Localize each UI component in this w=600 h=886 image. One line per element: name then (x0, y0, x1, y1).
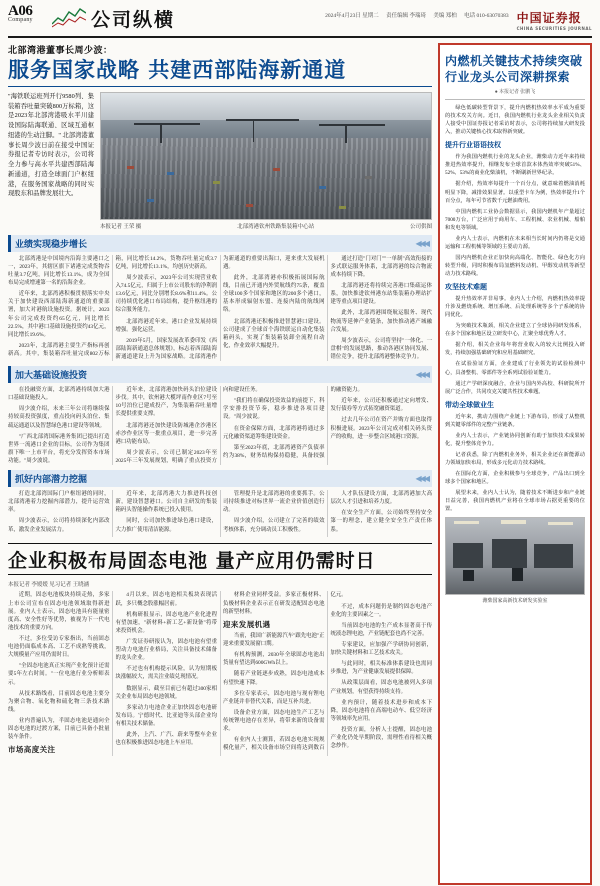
paragraph: 第至2023年底，北部湾港资产负债率约为38%，财务结构保持稳健，具备较强的融资能力。 (223, 387, 363, 459)
folio (8, 4, 52, 24)
paragraph: 有机构预测，2030年全球固态电池出货量有望达到600GWh以上。 (223, 652, 325, 667)
paragraph: 近年来，公司还积极通过定向增发、发行债券等方式拓宽融资渠道。 (330, 398, 432, 413)
factory-photo (445, 517, 585, 595)
paragraph: 周少波表示，公司将坚持"一体化、一盘棋"的发展思路，推动各港区协同发展、错位竞争，提升北部湾港整体竞争力。 (330, 337, 432, 360)
container (127, 166, 134, 169)
paragraph: 中国内燃机工业协会数据显示，我国内燃机年产量超过7000万台，广泛应用于商用车、工程机械、农业机械、船舶和发电等领域。 (445, 208, 585, 231)
lead-photo-block (100, 92, 432, 230)
section-body-infrastructure (8, 386, 432, 465)
worker-silhouette (512, 568, 523, 580)
paragraph: 周少波表示，公司将持续深化内部改革，激发企业发展活力。 (8, 518, 110, 533)
paragraph: 不过，多位受访专家指出，当前固态电池仍面临成本高、工艺不成熟等挑战，大规模量产应用仍需时日。 (8, 635, 110, 659)
paragraph: 在试验验证方面，企业建成了行业领先的试验检测中心，具备整机、零部件等全系列试验验证能力。 (445, 361, 585, 376)
container (319, 186, 326, 189)
photo-credit-left: 本报记者 王荣 摄 (100, 223, 142, 230)
masthead-meta-date: 2024年4月23日 星期二 (325, 13, 379, 19)
headline-rule (8, 86, 432, 87)
paragraph: 业内普遍认为，半固态电池是通向全固态电池的过渡方案，目前已具备小批量装车条件。 (8, 717, 110, 741)
paragraph: 北部湾港还积极推进智慧港口建设。公司建成了全球首个海铁联运自动化集装箱码头，实现了集装箱装卸全流程自动化，作业效率大幅提升。 (223, 318, 325, 349)
lead-kicker: 北部湾港董事长周少波： (8, 46, 113, 56)
paragraph: 与此同时，相关标准体系建设也需同步推进，为产业健康发展提供保障。 (330, 661, 432, 676)
paragraph: 北部湾港还将持续完善港口集疏运体系，加快推进钦州港东站集装箱办理站扩建等重点项目建设。 (330, 283, 432, 306)
paper-name: 中国证券报 (516, 11, 582, 25)
secondary-body (8, 591, 432, 755)
ceiling-light (548, 522, 573, 525)
container (167, 172, 174, 175)
paragraph: 近年来，北部湾港积极贯彻落实中央关于加快建设西部陆海新通道的重要部署，加大对港航设施投资。据统计，2023年公司完成投资约65亿元，同比增长22.5%，其中港口基础设施投资约43亿元，同比增长19.6%。 (8, 291, 110, 338)
paragraph: 人才队伍建设方面，北部湾港加大高层次人才引进和培养力度。 (330, 491, 432, 506)
section-header-label: 抓好内部潜力挖掘 (15, 475, 88, 486)
right-divider (445, 99, 585, 100)
section-arrows-icon: ◀◀◀ (415, 370, 428, 380)
container (339, 206, 346, 209)
paragraph: 2019年5月，国家发展改革委印发《西部陆海新通道总体规划》，标志着西部陆海新通道建设上升为国家战略。北部湾港作为新通道的重要出海口，迎来重大发展机遇。 (115, 255, 325, 360)
container (147, 199, 154, 202)
paragraph: 业内人士表示，产业链协同创新有助于加快技术成果转化，提升整体竞争力。 (445, 432, 585, 447)
masthead-meta-editor: 责任编辑 李瑞琦 (386, 13, 426, 19)
paragraph: 近年来，北部湾港加快码头泊位建设步伐。其中，钦州港大榄坪南作业区7号至10号泊位已建成投产，为集装箱吞吐量增长提供重要支撑。 (115, 387, 217, 418)
paragraph: 据介绍，相关企业每年将营业收入的较大比例投入研发，持续加强基础研究和应用基础研究。 (445, 342, 585, 357)
page-title: 公司纵横 (91, 9, 176, 31)
paragraph: 投资方面，分析人士提醒，固态电池产业化仍处早期阶段，需理性看待相关概念炒作。 (330, 726, 432, 750)
paragraph: 提升热效率并非易事。业内人士介绍，内燃机热效率提升涉及燃烧系统、增压系统、后处理系统等多个子系统的协同优化。 (445, 296, 585, 319)
paragraph: 专家建议，应加强产学研协同创新，加快关键材料和工艺技术攻关。 (330, 641, 432, 657)
paragraph: "广西北部湾国际港务集团已提出打造世界一流港口企业的目标，公司作为集团旗下唯一上市平台，将充分发挥资本市场功能。"周少波说。 (8, 433, 110, 464)
paragraph: 作为我国内燃机行业的龙头企业，潍柴动力近年来持续推进热效率提升，相继发布全球首款本体热效率突破51%、52%、53%的商业化柴油机，不断刷新世界纪录。 (445, 154, 585, 177)
paragraph: 有业内人士测算，若固态电池实现规模化量产，相关设备市场空间将达到数百亿元。 (223, 592, 347, 752)
paragraph: 4月以来，固态电池相关板块表现活跃，多只概念股涨幅居前。 (115, 592, 217, 607)
section-header-internal-potential (8, 470, 432, 487)
paragraph: 业内人士表示，内燃机在未来相当长时间内仍将是交通运输和工程机械等领域的主要动力源。 (445, 235, 585, 250)
lead-article (8, 43, 432, 230)
paragraph: 此外，上汽、广汽、蔚来等整车企业也在积极推进固态电池上车应用。 (115, 732, 217, 747)
page-body (8, 43, 592, 885)
section-header-label: 业绩实现稳步增长 (15, 239, 88, 250)
photo-dock (101, 138, 431, 219)
section-arrows-icon: ◀◀◀ (415, 238, 428, 248)
crane-boom (134, 123, 200, 125)
secondary-headline-rule (8, 574, 432, 575)
paragraph: 近年来，北部湾港大力推进科技创新，建设智慧港口。公司自主研发的集装箱码头智能操作系统已投入使用。 (115, 491, 217, 514)
paragraph: 从技术路线看，目前固态电池主要分为聚合物、氧化物和硫化物三条技术路线。 (8, 690, 110, 713)
crane-boom (319, 124, 385, 126)
port-photo (100, 92, 432, 220)
paragraph: 在安全生产方面，公司始终坚持安全第一的理念，建立健全安全生产责任体系。 (330, 510, 432, 533)
paragraph: 不过，成本问题仍是制约固态电池产业化的主要因素之一。 (330, 603, 432, 618)
paragraph: 周少波介绍，未来三年公司将继续保持较高投资强度，重点投向码头泊位、集疏运通道以及智慧绿色港口建设等领域。 (8, 406, 110, 429)
right-body (445, 104, 585, 513)
paragraph: 打造北部湾国际门户枢纽港的同时，北部湾港着力挖掘内部潜力，提升运营效率。 (8, 491, 110, 514)
masthead-meta (319, 13, 517, 21)
paragraph: 同时，公司加快推进绿色港口建设，大力推广使用清洁能源。 (115, 518, 217, 533)
paragraph: 周少波表示，2023年公司实现营业收入74.5亿元，归属于上市公司股东的净利润13.6亿元，同比分别增长8.6%和11.4%。公司持续优化港口布局结构，提升枢纽港的综合服务能力。 (115, 274, 217, 314)
section-header-infrastructure (8, 366, 432, 383)
paragraph: 此外，北部湾港亦积极拓展国际航线，目前已开通内外贸航线约75条，覆盖全球100多个国家和地区的200多个港口，基本形成辐射东盟、连接内陆的航线网络。 (223, 274, 325, 314)
paragraph: 数据显示，截至目前已有超过300家相关企业布局固态电池领域。 (115, 685, 217, 700)
lead-standfirst: "海铁联运班列开行9580列、集装箱吞吐量突破800万标箱，这是2023年北部湾港吸水平川建设国际陆海联通、区域互通枢纽港的生动注脚。" 北部湾港董事长周少波日前在接受中国证券报记者专访时表示，公司将全力参与高水平共建西部陆海新通道，打造全球面门户枢纽港，在服务国家战略的同时实现股东和品牌发展壮大。 (8, 92, 95, 198)
paragraph: 管理提升是北部湾港的重要抓手。公司持续推进对标世界一流企业价值创造行动。 (223, 491, 325, 514)
machine-unit (534, 544, 573, 568)
paragraph: 展望未来，业内人士认为，随着技术不断进步和产业链日益完善，我国内燃机产业将在全球市场占据更重要的位置。 (445, 490, 585, 513)
paragraph: 北部湾港还加快建设防城港企沙港区赤沙作业区等一批重点项目，进一步完善港口功能布局。 (115, 422, 217, 445)
lead-photo-caption (100, 222, 432, 230)
section-header-label: 加大基础设施投资 (15, 371, 88, 382)
paragraph: 近年来，携动力围绕产业链上下游布局，形成了从整机到关键零部件的完整产业链条。 (445, 413, 585, 428)
secondary-byline (8, 580, 432, 588)
paragraph: 通过产学研深度融合，企业与国内外高校、科研院所开展广泛合作，共同攻克关键共性技术难题。 (445, 380, 585, 395)
photo-caption-center: 北部湾港钦州铁路集装箱中心站 (237, 223, 315, 230)
right-subhead-2: 攻坚技术难题 (445, 283, 487, 292)
crane-mast (253, 119, 255, 142)
paragraph: 周少波表示，公司已制定2023年至2025年三年发展规划，明确了重点投资方向和建设任务。 (115, 387, 261, 464)
paragraph: "全固态电池真正实现产业化预计还需要5年左右时间。"一位电池行业分析师表示。 (8, 663, 110, 686)
paragraph: 此外，北部湾港围绕航运服务、现代物流等延伸产业链条，加快推动港产城融合发展。 (330, 310, 432, 333)
paragraph: 多家动力电池企业正加快固态电池研发布局。宁德时代、比亚迪等头部企业均有相关技术储备。 (115, 704, 217, 727)
chart-squiggle-icon (52, 6, 86, 28)
paragraph: 广发证券研报认为，固态电池有望重塑动力电池行业格局，关注具备技术储备的龙头企业。 (115, 638, 217, 662)
container (213, 181, 220, 184)
paragraph: 当前，我国广新能源汽车"跟先电池"正迎来重要发展窗口期。 (223, 632, 325, 648)
photo-credit-right: 公司供图 (409, 223, 432, 230)
paragraph: 近期，固态电池板块持续走热，多家上市公司宣布在固态电池领域取得新进展。业内人士表示，固态电池具有能量密度高、安全性好等优势，被视为下一代电池技术的重要方向。 (8, 592, 110, 631)
container (246, 204, 253, 207)
crane-mast (160, 123, 162, 143)
paragraph: 周少波介绍，公司建立了完善的绩效考核体系，充分调动员工积极性。 (223, 518, 325, 533)
paragraph: 从政策层面看，固态电池被列入多项产业规划，有望获得持续支持。 (330, 680, 432, 695)
paper-logo (517, 9, 592, 31)
machine-unit (453, 543, 483, 569)
section-arrows-icon: ◀◀◀ (415, 474, 428, 484)
right-subhead-1: 提升行业语语技权 (445, 141, 501, 150)
folio-english: Company (8, 17, 33, 24)
folio-number: A06 (8, 3, 33, 19)
paragraph: 2023年，北部湾港主要生产指标再创新高。其中，集装箱吞吐量完成802万标箱，同比增长14.2%，货物吞吐量完成3.7亿吨，同比增长13.1%，均创历史新高。 (8, 255, 217, 357)
paragraph: 在投融资方面，北部湾港持续加大港口基础设施投入。 (8, 387, 110, 402)
container (365, 176, 372, 179)
container (273, 168, 280, 171)
section-header-business-growth (8, 235, 432, 252)
section-body-business-growth (8, 255, 432, 361)
right-byline: ● 本报记者 张鹏飞 (494, 90, 536, 96)
paper-name-english: CHINA SECURITIES JOURNAL (516, 26, 592, 31)
byline-authors: 本报记者 李嫒嫒 见习记者 王晓涵 (8, 582, 90, 589)
paragraph: 记者获悉，除了内燃机业务外，相关企业还在新能源动力领域加快布局，形成多元化动力技术路线。 (445, 451, 585, 466)
paragraph: 机构研报显示，固态电池产业化进程有望加速，"新材料+新工艺+新设备"将带来投资机会。 (115, 611, 217, 634)
paragraph: 不过也有机构提示风险，认为短期板块涨幅较大，需关注业绩兑现情况。 (115, 666, 217, 681)
paragraph: 国内内燃机企业正加快向高端化、智能化、绿色化方向转型升级，同时积极布局氢燃料发动机、甲醇发动机等新型动力技术路线。 (445, 254, 585, 278)
crane-mast (345, 124, 347, 143)
paragraph: 过去几年公司在资产并购方面也取得积极进展。2023年公司完成对相关码头资产的收购，进一步整合区域港口资源。 (330, 417, 432, 440)
paragraph: 材料企业同样受益。多家正极材料、负极材料企业表示正在研发适配固态电池的新型材料。 (223, 592, 325, 615)
right-column-feature (438, 43, 592, 885)
worker-silhouette (463, 570, 474, 581)
paragraph: 随着产业链逐步成熟，固态电池成本有望快速下降。 (223, 671, 325, 686)
paragraph: "我们将在确保投资效益的前提下，科学安排投资节奏，稳步推进各项目建设。"周少波说。 (223, 398, 325, 421)
ceiling-light (501, 520, 526, 523)
section-body-internal-potential (8, 490, 432, 537)
lead-flow (8, 92, 432, 230)
paragraph: 业内预计，随着技术进步和成本下降，固态电池将在高端电动车、低空经济等领域率先应用。 (330, 699, 432, 722)
paragraph: 在国际化方面，企业积极参与全球竞争，产品出口到全球多个国家和地区。 (445, 470, 585, 485)
paragraph: 设备企业方面，固态电池生产工艺与传统锂电池存在差异，将带来新的设备需求。 (223, 709, 325, 733)
paragraph: 通过打造"门对门""一单制"高效衔接的多式联运服务体系，北部湾港的综合物流成本持续下降。 (330, 255, 432, 278)
masthead (8, 4, 592, 38)
right-photo-caption: 潍柴国家高新技术研发实验室 (482, 599, 548, 605)
machine-unit (492, 539, 528, 568)
masthead-meta-phone: 电话 010-63070383 (464, 13, 509, 19)
paragraph: 当前固态电池的生产成本显著高于传统液态锂电池，产业链配套也尚不完善。 (330, 622, 432, 637)
paragraph: 据介绍，热效率每提升一个百分点，就意味着燃油消耗明显下降，减排效果显著。以重型卡车为例，热效率提升1个百分点，每年可节省数千元燃油费用。 (445, 181, 585, 204)
paragraph: 多位专家表示，固态电池与现有锂电产业链并非替代关系，而是互补共进。 (223, 690, 325, 705)
secondary-article (8, 543, 432, 756)
subhead-market-attention: 市场高度关注 (8, 745, 56, 755)
masthead-meta-designer: 美编 郑柏 (433, 13, 457, 19)
lead-headline: 服务国家战略 共建西部陆海新通道 (8, 58, 347, 82)
secondary-headline: 企业积极布局固态电池 量产应用仍需时日 (8, 549, 376, 572)
crane-boom (226, 119, 299, 121)
right-subhead-3: 带动全球做业生 (445, 400, 494, 409)
photo-sky (101, 93, 431, 121)
paragraph: 北部湾港近年来，港口企业发展持续增强。强化运营。 (115, 318, 217, 333)
paragraph: 绿色低碳转型背景下，提升内燃机热效率水平成为重要的技术攻关方向。近日，我国内燃机行业龙头企业相关负责人接受中国证券报记者采访时表示，公司将持续加大研发投入，推动关键核心技术取得新突破。 (445, 105, 585, 136)
paragraph: 在资金保障方面，北部湾港将通过多元化融资渠道筹集建设资金。 (223, 425, 325, 440)
right-headline: 内燃机关键技术持续突破 行业龙头公司深耕探索 (445, 54, 583, 84)
ceiling-light (454, 521, 479, 524)
paragraph: 北部湾港是中国境内沿海主要港口之一，2023年，其辖区旗下诸港完成货物吞吐量3.7亿吨，同比增长13.1%，成为全国布局完成增速第一名的沿海企业。 (8, 255, 110, 287)
paragraph: 为突破技术瓶颈，相关企业建立了全球协同研发体系，在多个国家和地区设立研发中心，汇聚全球优秀人才。 (445, 323, 585, 338)
subhead-development-opportunity: 迎来发展机遇 (223, 619, 271, 629)
left-column (8, 43, 438, 885)
